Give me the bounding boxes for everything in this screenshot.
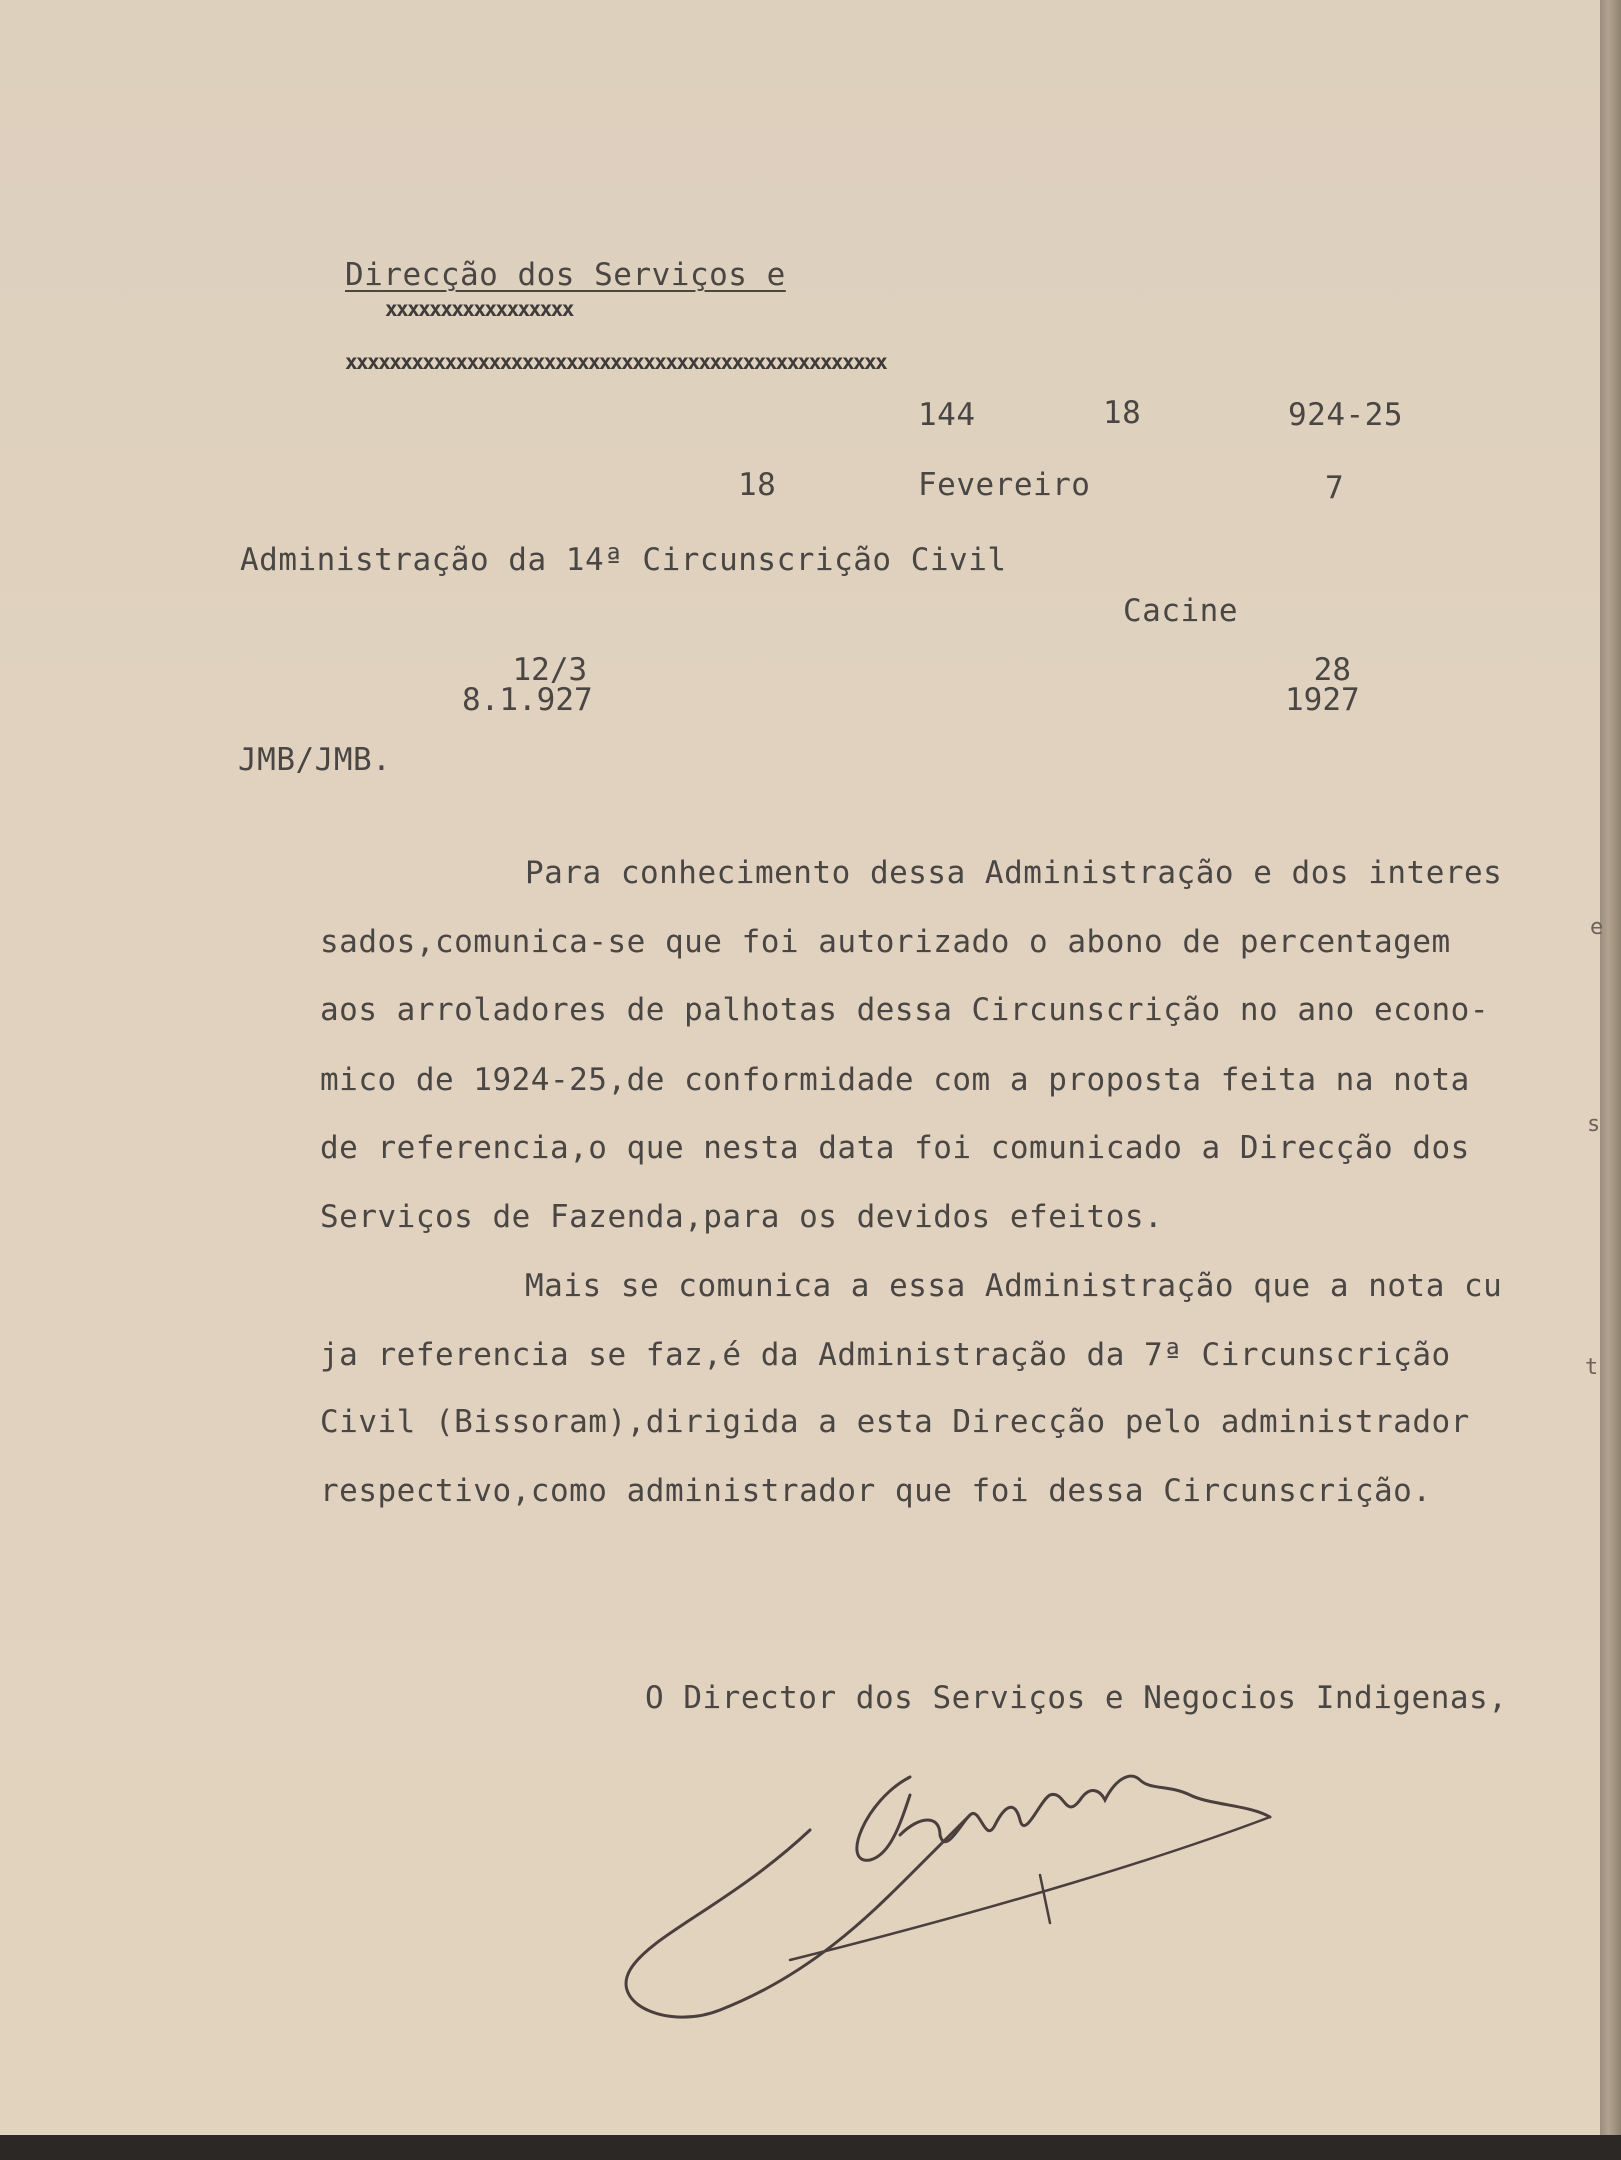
reference-day: 18 bbox=[1103, 395, 1142, 431]
body-line: Mais se comunica a essa Administração que a nota cu bbox=[525, 1268, 1503, 1304]
date-day: 18 bbox=[738, 467, 777, 503]
reference-year: 924-25 bbox=[1288, 397, 1403, 433]
recipient-office: Administração da 14ª Circunscrição Civil bbox=[240, 542, 1007, 578]
recipient-place: Cacine bbox=[1123, 593, 1238, 629]
binding-edge bbox=[1600, 0, 1621, 2160]
body-line: Para conhecimento dessa Administração e dos interes bbox=[525, 855, 1503, 891]
signature-graphic bbox=[610, 1755, 1290, 2055]
body-line: Serviços de Fazenda,para os devidos efeitos. bbox=[320, 1199, 1164, 1235]
typist-initials: JMB/JMB. bbox=[238, 742, 392, 778]
body-line: sados,comunica-se que foi autorizado o abono de percentagem bbox=[320, 924, 1451, 960]
closing-title: O Director dos Serviços e Negocios Indigenas, bbox=[645, 1680, 1508, 1716]
body-line: mico de 1924-25,de conformidade com a proposta feita na nota bbox=[320, 1062, 1470, 1098]
filing-right-bottom: 1927 bbox=[1285, 682, 1360, 718]
date-month: Fevereiro bbox=[918, 467, 1091, 503]
scan-border bbox=[0, 2135, 1621, 2160]
body-line: ja referencia se faz,é da Administração da 7ª Circunscrição bbox=[320, 1337, 1451, 1373]
filing-right bbox=[1285, 652, 1360, 718]
struck-line-1: xxxxxxxxxxxxxxxxx bbox=[385, 297, 573, 321]
body-line: de referencia,o que nesta data foi comunicado a Direcção dos bbox=[320, 1130, 1470, 1166]
struck-line-2: xxxxxxxxxxxxxxxxxxxxxxxxxxxxxxxxxxxxxxxxxxxxxxxxx bbox=[345, 350, 887, 374]
body-line: Civil (Bissoram),dirigida a esta Direcção pelo administrador bbox=[320, 1404, 1470, 1440]
sender-heading: Direcção dos Serviços e bbox=[345, 257, 786, 293]
filing-left bbox=[462, 652, 593, 718]
margin-mark: s bbox=[1587, 1112, 1601, 1137]
body-line: aos arroladores de palhotas dessa Circunscrição no ano econo- bbox=[320, 992, 1489, 1028]
filing-left-top: 12/3 bbox=[512, 652, 588, 688]
margin-mark: t bbox=[1585, 1355, 1599, 1380]
date-year: 7 bbox=[1325, 470, 1345, 506]
body-line: respectivo,como administrador que foi dessa Circunscrição. bbox=[320, 1473, 1432, 1509]
reference-number: 144 bbox=[918, 397, 976, 433]
filing-left-bottom: 8.1.927 bbox=[462, 682, 593, 718]
margin-mark: e bbox=[1590, 915, 1604, 940]
filing-right-top: 28 bbox=[1313, 652, 1351, 688]
